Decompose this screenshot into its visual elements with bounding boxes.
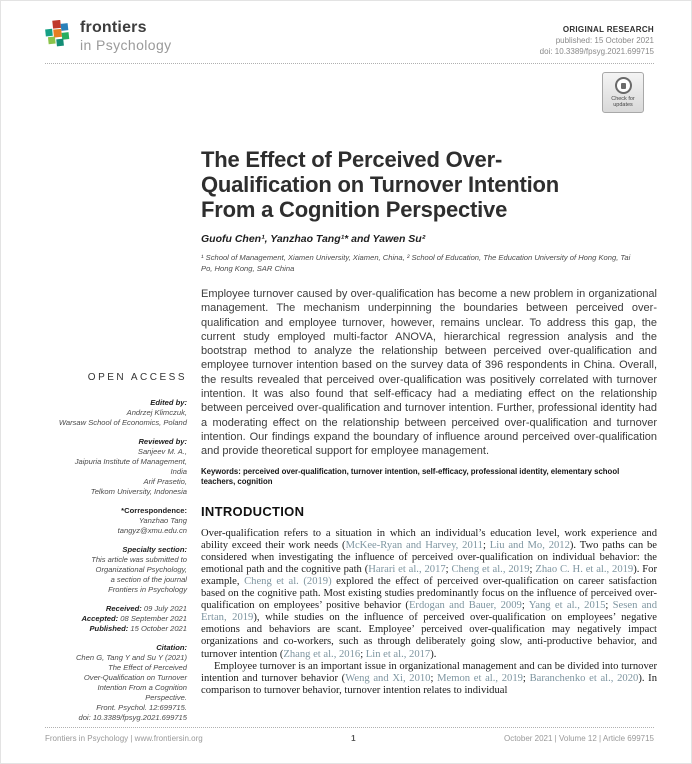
published-date: published: 15 October 2021 <box>555 36 654 45</box>
citation-link[interactable]: Memon et al., 2019 <box>437 672 523 684</box>
citation-link[interactable]: Zhang et al., 2016 <box>283 648 361 660</box>
citation-link[interactable]: Liu and Mo, 2012 <box>489 539 570 551</box>
main-column <box>201 147 657 697</box>
citation-link[interactable]: Lin et al., 2017 <box>365 648 431 660</box>
article-info-sidebar <box>45 373 187 732</box>
citation-line: Over-Qualification on Turnover <box>83 673 187 682</box>
specialty-line: This article was submitted to <box>91 555 187 564</box>
footer-divider <box>45 727 654 728</box>
citation-link[interactable]: Baranchenko et al., 2020 <box>529 672 639 684</box>
page-footer <box>45 734 654 743</box>
journal-name: frontiers <box>80 19 147 36</box>
citation-link[interactable]: Erdogan and Bauer, 2009 <box>408 600 522 612</box>
intro-paragraph-2: Employee turnover is an important issue in organizational management and can be divided into turnover intention and turnover behavior (Weng and Xi, 2010; Memon et al., 2019; Baranchenko et al., 2020). In comparison to turnover behavior, turnover intention relates to individual <box>201 660 658 696</box>
edited-by-label: Edited by: <box>150 398 187 407</box>
dates-block <box>45 604 187 634</box>
check-for-updates-badge[interactable] <box>602 72 644 113</box>
specialty-line: Organizational Psychology, <box>95 565 187 574</box>
reviewer-line: India <box>170 467 187 476</box>
editor-line: Andrzej Klimczuk, <box>126 408 187 417</box>
specialty-label: Specialty section: <box>122 545 187 554</box>
citation-link[interactable]: Weng and Xi, 2010 <box>345 672 431 684</box>
frontiers-logo-icon <box>45 20 75 54</box>
accepted-date: Accepted: 08 September 2021 <box>81 614 187 623</box>
specialty-line: Frontiers in Psychology <box>108 585 187 594</box>
reviewer-line: Telkom University, Indonesia <box>90 487 187 496</box>
citation-link[interactable]: Sesen and Ertan, 2019 <box>201 600 657 624</box>
author-list: Guofu Chen¹, Yanzhao Tang¹* and Yawen Su² <box>201 233 426 245</box>
published-date-side: Published: 15 October 2021 <box>89 624 187 633</box>
citation-link[interactable]: Yang et al., 2015 <box>528 600 606 612</box>
article-type: ORIGINAL RESEARCH <box>562 25 654 34</box>
keywords-line: Keywords: perceived over-qualification, turnover intention, self-efficacy, professional identity, elementary school teachers, cognition <box>201 466 620 486</box>
citation-block <box>45 643 187 723</box>
open-access-label: OPEN ACCESS <box>87 372 187 383</box>
reviewer-line: Sanjeev M. A., <box>137 447 187 456</box>
specialty-section-block <box>45 545 187 595</box>
correspondence-name: Yanzhao Tang <box>138 516 187 525</box>
check-badge-line1: Check for <box>611 96 635 102</box>
citation-link[interactable]: McKee-Ryan and Harvey, 2011 <box>345 539 483 551</box>
citation-line: The Effect of Perceived <box>108 663 187 672</box>
citation-label: Citation: <box>156 643 187 652</box>
citation-line: Intention From a Cognition <box>97 683 187 692</box>
editor-line: Warsaw School of Economics, Poland <box>58 418 187 427</box>
introduction-heading: INTRODUCTION <box>201 503 305 519</box>
received-date: Received: 09 July 2021 <box>105 604 187 613</box>
article-title: The Effect of Perceived Over-Qualification on Turnover Intention From a Cognition Perspective <box>201 147 560 222</box>
edited-by-block <box>45 398 187 428</box>
footer-issue: October 2021 | Volume 12 | Article 699715 <box>503 734 654 743</box>
abstract-text: Employee turnover caused by over-qualification has become a new problem in organizational management. The mechanism underpinning the boundaries between perceived over-qualification and employee turnover, however, remains unclear. To address this gap, the current study employed multi-factor ANOVA, hierarchical regression analysis and the bootstrap method to analyze the relationship between perceived over-qualification and employee turnover intention based on the survey data of 396 respondents in China. Overall, the results revealed that perceived over-qualification was positively correlated with turnover intention. It was also found that self-efficacy had a mediating effect on the relationship between perceived over-qualification and turnover intention. Further, professional identity had a moderating effect on the relationship between perceived over-qualification and turnover intention. Our findings expand the boundary of influence around perceived over-qualification and provide theoretical support for employee management. <box>201 288 657 458</box>
citation-link[interactable]: Zhao C. H. et al., 2019 <box>535 563 634 575</box>
footer-journal: Frontiers in Psychology | www.frontiersin.org <box>45 734 203 743</box>
correspondence-block <box>45 506 187 536</box>
reviewed-by-label: Reviewed by: <box>138 437 187 446</box>
introduction-body <box>201 528 657 697</box>
citation-link[interactable]: Cheng et al. (2019) <box>244 575 332 587</box>
intro-paragraph-1: Over-qualification refers to a situation in which an individual’s education level, work experience and ability exceed their work needs (McKee-Ryan and Harvey, 2011; Liu and Mo, 2012). Two paths can be considered when investigating the influence of perceived over-qualification on individual behavior: the emotional path and the cognitive path (Harari et al., 2017; Cheng et al., 2019; Zhao C. H. et al., 2019). For example, Cheng et al. (2019) explored the effect of perceived over-qualification on career satisfaction based on the cognitive path. Most existing studies predominantly focus on the influence of perceived over-qualification on employees’ positive behavior (Erdogan and Bauer, 2009; Yang et al., 2015; Sesen and Ertan, 2019), while studies on the influence of perceived over-qualification on employees’ negative emotions and behaviors are scant. Employee’ perceived over-qualification may negatively impact organizations and co-workers, such as through deliberately going slow, anti-productive behavior, and turnover intention (Zhang et al., 2016; Lin et al., 2017). <box>201 527 658 660</box>
correspondence-email-link[interactable]: tangyz@xmu.edu.cn <box>117 526 187 535</box>
page-number: 1 <box>351 734 356 743</box>
header-meta <box>540 24 654 57</box>
specialty-line: a section of the journal <box>110 575 187 584</box>
reviewer-line: Jaipuria Institute of Management, <box>74 457 187 466</box>
citation-line: Front. Psychol. 12:699715. <box>96 703 187 712</box>
doi: doi: 10.3389/fpsyg.2021.699715 <box>539 47 654 56</box>
journal-subtitle: in Psychology <box>80 37 172 53</box>
check-badge-line2: updates <box>613 102 633 108</box>
citation-link[interactable]: Cheng et al., 2019 <box>451 563 530 575</box>
correspondence-label: *Correspondence: <box>121 506 187 515</box>
citation-line: doi: 10.3389/fpsyg.2021.699715 <box>78 713 187 722</box>
citation-line: Perspective. <box>145 693 187 702</box>
crossmark-icon <box>615 77 632 94</box>
reviewed-by-block <box>45 437 187 497</box>
reviewer-line: Arif Prasetio, <box>143 477 187 486</box>
header-divider <box>45 63 654 64</box>
citation-link[interactable]: Harari et al., 2017 <box>368 563 446 575</box>
citation-line: Chen G, Tang Y and Su Y (2021) <box>75 653 187 662</box>
affiliations: ¹ School of Management, Xiamen University, Xiamen, China, ² School of Education, The Education University of Hong Kong, Tai Po, Hong Kong, SAR China <box>201 253 631 273</box>
journal-logo <box>45 20 172 54</box>
